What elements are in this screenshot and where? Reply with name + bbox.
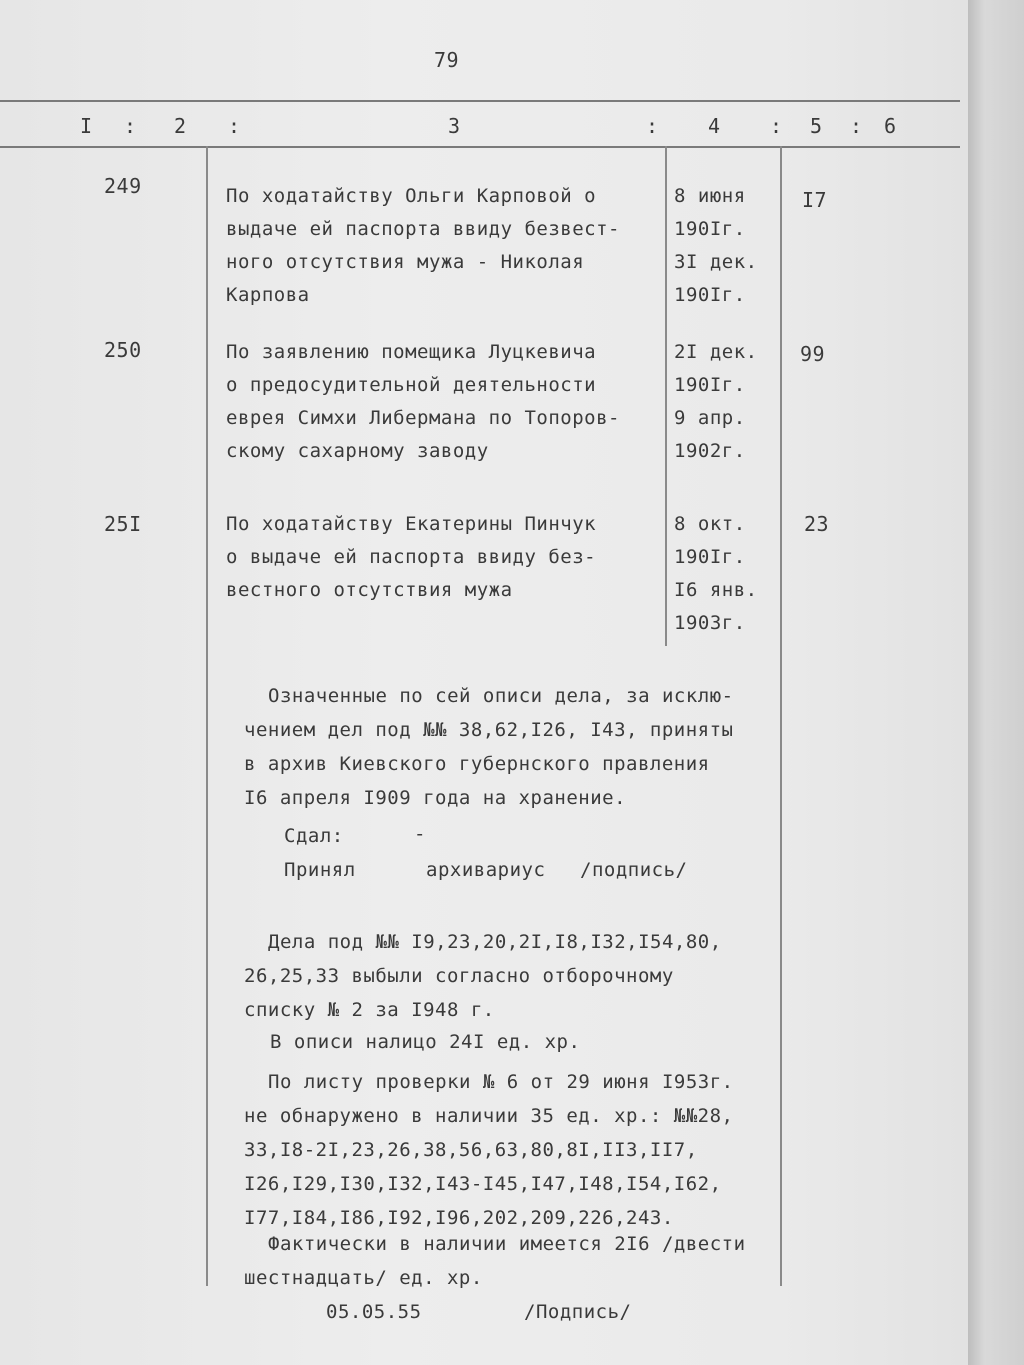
closing-note-line: I6 апреля I909 года на хранение.: [244, 787, 627, 809]
col-head-5: 5: [810, 114, 823, 138]
actual-note-line: Фактически в наличии имеется 2I6 /двести: [268, 1233, 746, 1255]
closing-note: [244, 680, 734, 816]
entry-description-line: вестного отсутствия мужа: [226, 579, 513, 601]
entry-description-line: ного отсутствия мужа - Николая: [226, 251, 585, 273]
col-head-1: I: [80, 114, 93, 138]
column-divider: [206, 146, 208, 1286]
received-signature: /подпись/: [580, 859, 688, 881]
page-edge-shadow: [968, 0, 1024, 1365]
entry-date-line: 3I дек.: [674, 251, 758, 273]
entry-date-line: 9 апр.: [674, 407, 746, 429]
footer-date: 05.05.55: [326, 1301, 422, 1323]
header-rule-top: [0, 100, 960, 102]
page-number: 79: [434, 48, 460, 72]
col-head-6: 6: [884, 114, 897, 138]
entry-description-line: о выдаче ей паспорта ввиду без-: [226, 546, 597, 568]
handed-value: -: [414, 823, 426, 845]
entry-number: 250: [104, 338, 142, 362]
entry-description-line: о предосудительной деятельности: [226, 374, 597, 396]
entry-pages: 99: [800, 342, 826, 366]
actual-note-line: шестнадцать/ ед. хр.: [244, 1267, 483, 1289]
col-sep-2: :: [228, 114, 241, 138]
closing-note-line: чением дел под №№ 38,62,I26, I43, приняты: [244, 719, 734, 741]
col-head-4: 4: [708, 114, 721, 138]
retired-note-line: Дела под №№ I9,23,20,2I,I8,I32,I54,80,: [268, 931, 722, 953]
entry-date-line: 190Iг.: [674, 284, 746, 306]
check-note-line: По листу проверки № 6 от 29 июня I953г.: [268, 1071, 734, 1093]
col-head-3: 3: [448, 114, 461, 138]
check-note-line: I26,I29,I30,I32,I43-I45,I47,I48,I54,I62,: [244, 1173, 722, 1195]
entry-date-line: 190Iг.: [674, 374, 746, 396]
entry-date-line: 1902г.: [674, 440, 746, 462]
entry-description-line: выдаче ей паспорта ввиду безвест-: [226, 218, 620, 240]
retired-note-line: списку № 2 за I948 г.: [244, 999, 495, 1021]
col-sep-5: :: [850, 114, 863, 138]
entry-description-line: скому сахарному заводу: [226, 440, 489, 462]
entry-dates: [674, 336, 784, 468]
entry-date-line: 1903г.: [674, 612, 746, 634]
actual-note: [244, 1228, 746, 1296]
check-note: [244, 1066, 734, 1236]
entry-description-line: еврея Симхи Либермана по Топоров-: [226, 407, 620, 429]
received-role: архивариус: [426, 859, 546, 881]
entry-dates: [674, 180, 784, 312]
closing-note-line: в архив Киевского губернского правления: [244, 753, 710, 775]
entry-description-line: Карпова: [226, 284, 310, 306]
entry-number: 25I: [104, 512, 142, 536]
present-note: В описи налицо 24I ед. хр.: [270, 1031, 581, 1053]
entry-date-line: 8 июня: [674, 185, 746, 207]
entry-description: [226, 336, 666, 468]
retired-note: [244, 926, 722, 1028]
entry-description: [226, 180, 666, 312]
received-label: Принял: [284, 859, 356, 881]
entry-date-line: 190Iг.: [674, 546, 746, 568]
entry-date-line: 8 окт.: [674, 513, 746, 535]
closing-note-line: Означенные по сей описи дела, за исклю-: [268, 685, 734, 707]
entry-pages: 23: [804, 512, 830, 536]
col-sep-1: :: [124, 114, 137, 138]
col-sep-3: :: [646, 114, 659, 138]
entry-dates: [674, 508, 784, 640]
check-note-line: 33,I8-2I,23,26,38,56,63,80,8I,II3,II7,: [244, 1139, 698, 1161]
entry-description-line: По ходатайству Екатерины Пинчук: [226, 513, 597, 535]
header-rule-bottom: [0, 146, 960, 148]
entry-date-line: 2I дек.: [674, 341, 758, 363]
col-head-2: 2: [174, 114, 187, 138]
entry-pages: I7: [802, 188, 828, 212]
entry-date-line: 190Iг.: [674, 218, 746, 240]
entry-description: [226, 508, 666, 607]
footer-signature: /Подпись/: [524, 1301, 632, 1323]
entry-description-line: По заявлению помещика Луцкевича: [226, 341, 597, 363]
column-divider: [780, 146, 782, 1286]
col-sep-4: :: [770, 114, 783, 138]
handed-label: Сдал:: [284, 825, 344, 847]
entry-description-line: По ходатайству Ольги Карповой о: [226, 185, 597, 207]
entry-date-line: I6 янв.: [674, 579, 758, 601]
retired-note-line: 26,25,33 выбыли согласно отборочному: [244, 965, 674, 987]
check-note-line: I77,I84,I86,I92,I96,202,209,226,243.: [244, 1207, 674, 1229]
entry-number: 249: [104, 174, 142, 198]
check-note-line: не обнаружено в наличии 35 ед. хр.: №№28,: [244, 1105, 734, 1127]
